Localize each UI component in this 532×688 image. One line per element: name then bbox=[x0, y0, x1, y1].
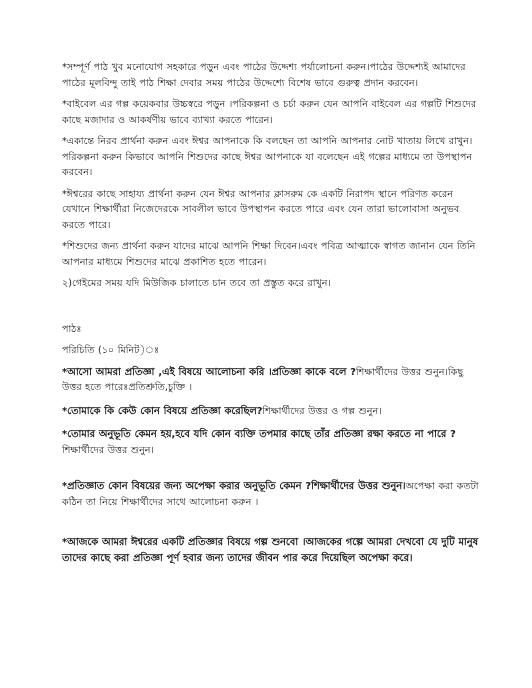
question-text: *তোমাকে কি কেউ কোন বিষয়ে প্রতিজ্ঞা করেছিল? bbox=[62, 405, 263, 417]
instruction-paragraph: *সম্পূর্ণ পাঠ খুব মনোযোগ সহকারে পড়ুন এবং পাঠের উদ্দেশ্য পর্যালোচনা করুন।পাঠের উদ্দেশ্যই আমাদের পাঠের মূলবিন্দু তাই পাঠ শিক্ষা দেবার সময় পাঠের উদ্দেশ্যে বিশেষ ভাবে গুরুত্ব প্রদান করবেন। bbox=[62, 62, 466, 89]
lesson-question bbox=[62, 404, 482, 420]
instruction-paragraph: ২)গেইমের সময় যদি মিউজিক চালাতে চান তবে তা প্রস্তুত করে রাখুন। bbox=[62, 278, 331, 289]
lesson-question bbox=[62, 479, 482, 510]
instruction-paragraph: *বাইবেল এর গল্প কয়েকবার উচ্চস্বরে পড়ুন ।পরিকল্পনা ও চর্চা করুন যেন আপনি বাইবেল এর গল্পটি শিশুদের কাছে মজাদার ও আকর্ষণীয় ভাবে ব্যাখ্যা করতে পারেন। bbox=[62, 99, 477, 126]
question-text: *আজকে আমরা ঈশ্বরের একটি প্রতিজ্ঞার বিষয়ে গল্প শুনবো ।আজকের গল্পে আমরা দেখবো যে দুটি মানুষ তাদের কাছে করা প্রতিজ্ঞা পূর্ণ হবার জন্য তাদের জীবন পার করে দিয়েছিল অপেক্ষা করে। bbox=[62, 537, 479, 564]
answer-note: অপেক্ষা করা কতটা কঠিন তা নিয়ে শিক্ষার্থীদের সাথে আলোচনা করুন । bbox=[62, 481, 479, 508]
lesson-question bbox=[62, 427, 482, 458]
instruction-paragraph: *একান্তে নিরব প্রার্থনা করুন এবং ঈশ্বর আপনাকে কি বলছেন তা আপনি আপনার নোট খাতায় লিখে রাখুন।পরিকল্পনা করুন কিভাবে আপনি শিশুদের কাছে ঈশ্বর আপনাকে যা বলেছেন এই গল্পের মাধ্যমে তা উপস্থাপন করবেন। bbox=[62, 136, 473, 178]
answer-note: শিক্ষার্থীদের উত্তর ও গল্প শুনুন। bbox=[262, 405, 382, 417]
question-text: *প্রতিজ্ঞাত কোন বিষয়ের জন্য অপেক্ষা করার অনুভূতি কেমন ?শিক্ষার্থীদের উত্তর শুনুন। bbox=[62, 481, 406, 492]
document-page bbox=[62, 60, 482, 566]
question-text: *তোমার অনুভূতি কেমন হয়,হবে যদি কোন ব্যক্তি তপমার কাছে তাঁর প্রতিজ্ঞা রক্ষা করতে না পারে ? bbox=[62, 429, 456, 440]
lesson-question bbox=[62, 535, 482, 566]
answer-note: শিক্ষার্থীদের উত্তর শুনুন।কিছু উত্তর হতে পারেঃপ্রতিশ্রুতি,চুক্তি । bbox=[62, 366, 464, 393]
question-text: *আসো আমরা প্রতিজ্ঞা ,এই বিষয়ে আলোচনা করি ।প্রতিজ্ঞা কাকে বলে ? bbox=[62, 366, 356, 378]
instruction-paragraph: *শিশুদের জন্য প্রার্থনা করুন যাদের মাঝে আপনি শিক্ষা দিবেন।এবং পবিত্র আত্মাকে স্বাগত জানান যেন তিনি আপনার মাধ্যমে শিশুদের মাঝে প্রকাশিত হতে পারেন। bbox=[62, 241, 476, 268]
lesson-heading: পাঠঃ bbox=[62, 323, 82, 335]
instruction-paragraph: *ঈশ্বরের কাছে সাহায্য প্রার্থনা করুন যেন ঈশ্বর আপনার ক্লাসরুম কে একটি নিরাপদ স্থানে পরিণত করেন যেখানে শিক্ষার্থীরা নিজেদেরকে সাবলীল ভাবে উপস্থাপন করতে পারে এবং যেন তারা ভালোবাসা অনুভব করতে পারে। bbox=[62, 188, 460, 231]
answer-note: শিক্ষার্থীদের উত্তর শুনুন। bbox=[62, 444, 154, 456]
lesson-question bbox=[62, 365, 482, 396]
intro-heading: পরিচিতি (১০ মিনিট)ঃ bbox=[62, 345, 160, 356]
